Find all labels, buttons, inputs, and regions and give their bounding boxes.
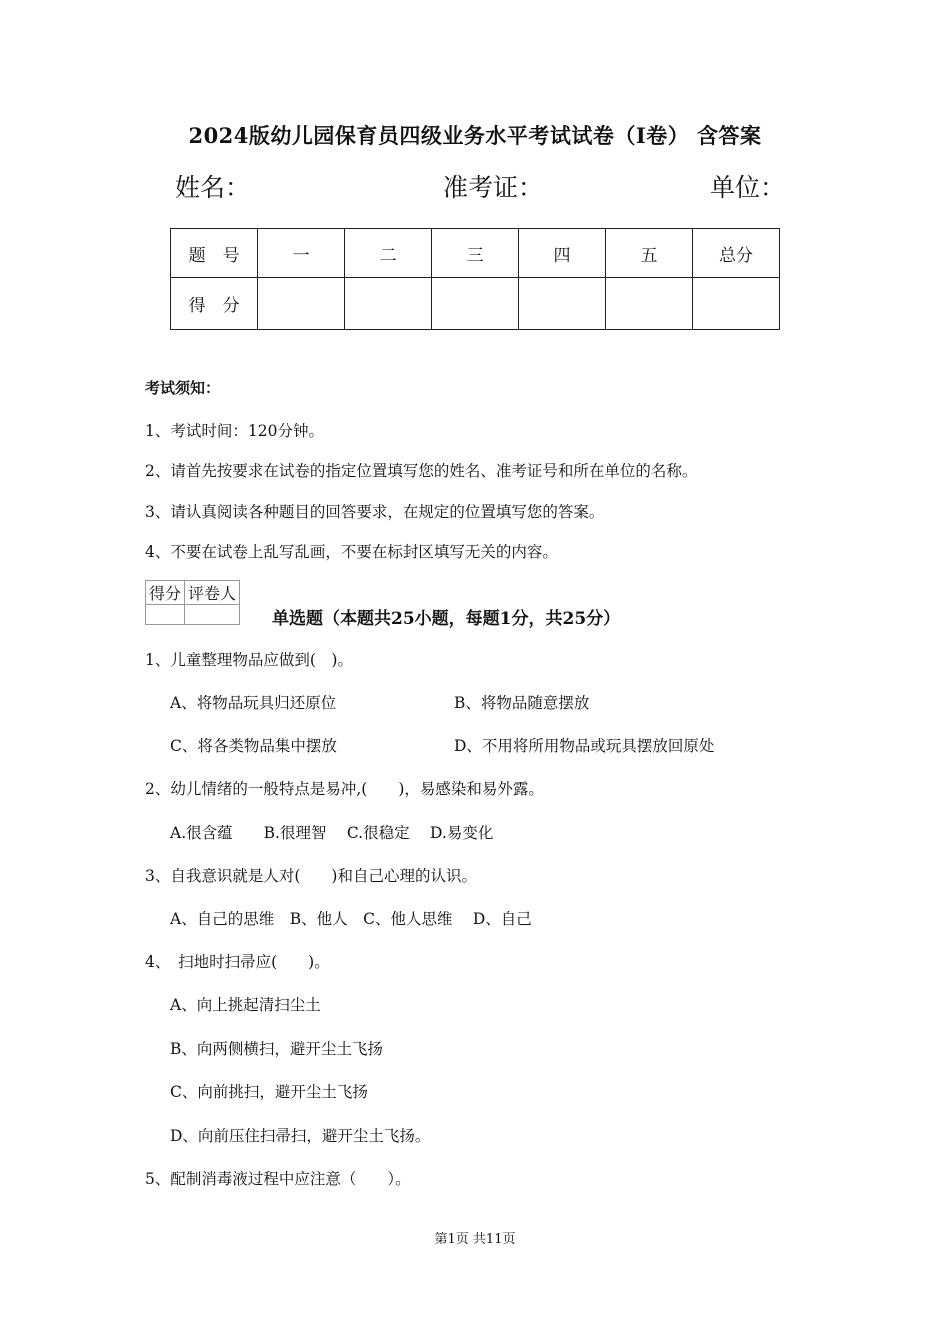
page-footer: 第1页 共11页 [434, 1232, 516, 1247]
grader-name-label: 评卷人 [185, 581, 240, 605]
score-cell [345, 278, 432, 330]
notice-item: 2、请首先按要求在试卷的指定位置填写您的姓名、准考证号和所在单位的名称。 [145, 462, 698, 480]
option-a: A、将物品玩具归还原位 [170, 694, 337, 712]
score-row-label: 得 分 [171, 278, 258, 330]
score-cell [606, 278, 693, 330]
score-header-cell: 题 号 [171, 229, 258, 278]
score-header-cell: 二 [345, 229, 432, 278]
unit-label: 单位： [710, 173, 786, 202]
question-stem: 2、幼儿情绪的一般特点是易冲,( )，易感染和易外露。 [145, 780, 544, 798]
option-c: C、向前挑扫，避开尘土飞扬 [170, 1083, 368, 1101]
score-header-cell: 一 [258, 229, 345, 278]
score-cell [258, 278, 345, 330]
name-label: 姓名： [175, 173, 251, 202]
score-cell [519, 278, 606, 330]
score-cell [692, 278, 779, 330]
notice-item: 1、考试时间：120分钟。 [145, 422, 324, 440]
section-title: 单选题（本题共25小题，每题1分，共25分） [272, 609, 621, 629]
score-table-score-row [171, 278, 780, 330]
question-stem: 1、儿童整理物品应做到( )。 [145, 651, 353, 669]
grader-name-cell [185, 605, 240, 625]
notice-heading: 考试须知： [145, 379, 221, 397]
question-stem: 4、 扫地时扫帚应( )。 [145, 953, 330, 971]
option-b: B、向两侧横扫，避开尘土飞扬 [170, 1040, 383, 1058]
option-d: D、向前压住扫帚扫，避开尘土飞扬。 [170, 1127, 431, 1145]
question-stem: 3、自我意识就是人对( )和自己心理的认识。 [145, 867, 477, 885]
exam-title: 2024版幼儿园保育员四级业务水平考试试卷（I卷） 含答案 [188, 123, 762, 148]
grader-score-label: 得分 [146, 581, 185, 605]
score-header-cell: 总分 [692, 229, 779, 278]
option-c: C、将各类物品集中摆放 [170, 737, 337, 755]
option-b: B、将物品随意摆放 [454, 694, 590, 712]
question-options: A、自己的思维 B、他人 C、他人思维 D、自己 [170, 910, 532, 928]
grader-table [145, 580, 240, 625]
score-table-header-row [171, 229, 780, 278]
score-header-cell: 四 [519, 229, 606, 278]
score-header-cell: 五 [606, 229, 693, 278]
question-stem: 5、配制消毒液过程中应注意（ ）。 [145, 1170, 411, 1188]
score-table [170, 228, 780, 330]
score-cell [432, 278, 519, 330]
notice-item: 3、请认真阅读各种题目的回答要求，在规定的位置填写您的答案。 [145, 503, 605, 521]
question-options: A.很含蕴 B.很理智 C.很稳定 D.易变化 [170, 824, 494, 842]
notice-item: 4、不要在试卷上乱写乱画，不要在标封区填写无关的内容。 [145, 543, 558, 561]
option-d: D、不用将所用物品或玩具摆放回原处 [454, 737, 715, 755]
grader-score-cell [146, 605, 185, 625]
score-header-cell: 三 [432, 229, 519, 278]
ticket-label: 准考证： [443, 173, 544, 202]
option-a: A、向上挑起清扫尘土 [170, 996, 321, 1014]
